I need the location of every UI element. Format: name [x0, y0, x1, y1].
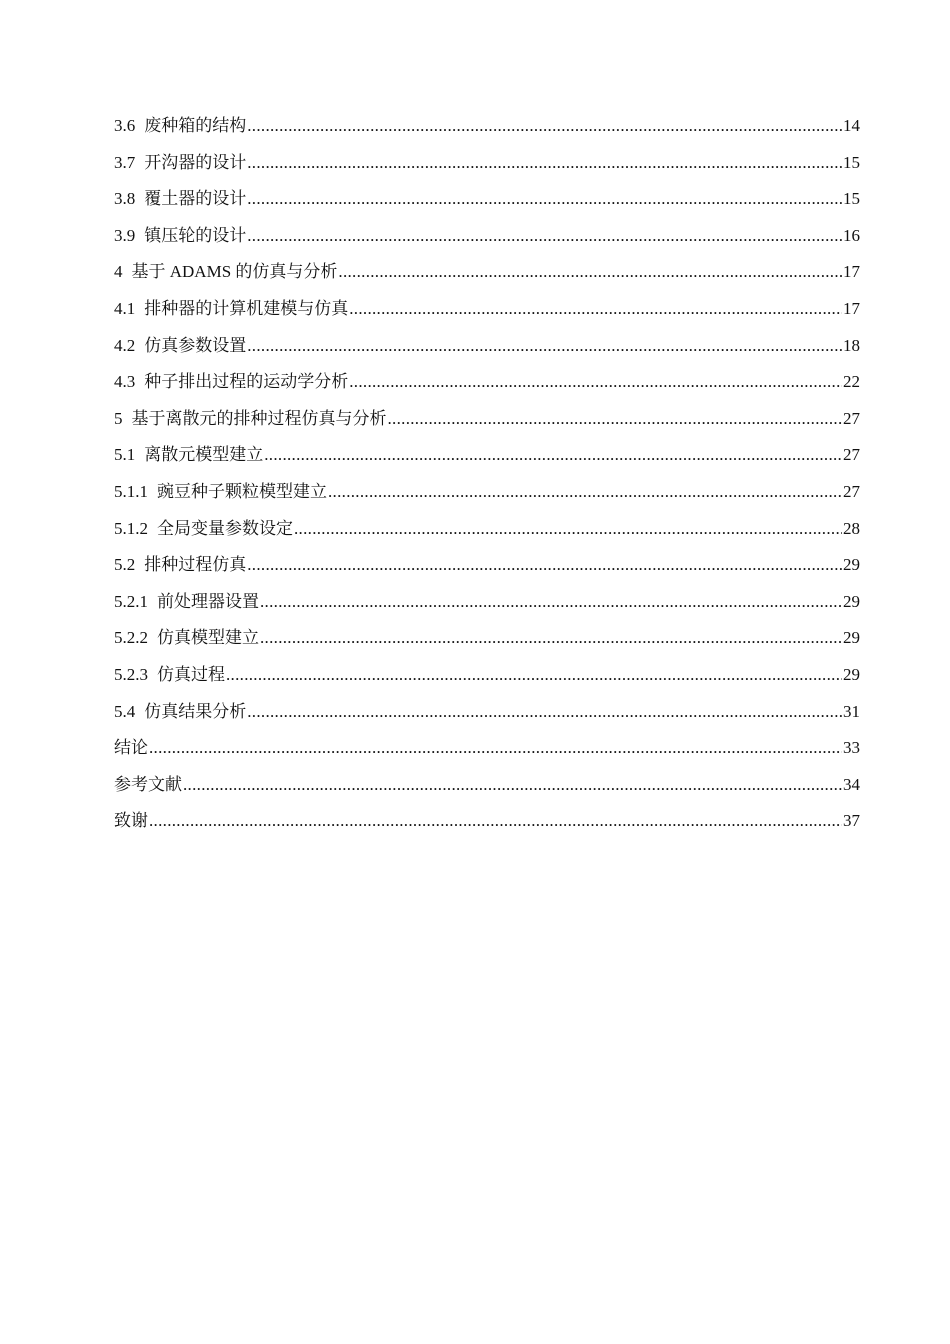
toc-entry-page-number: 28 [843, 518, 860, 538]
toc-entry-page-number: 33 [843, 738, 860, 758]
toc-entry[interactable] [114, 620, 860, 657]
toc-entry[interactable] [114, 401, 860, 438]
toc-entry[interactable] [114, 145, 860, 182]
toc-entry-title: 覆土器的设计 [144, 189, 247, 209]
toc-entry[interactable] [114, 364, 860, 401]
toc-entry-title: 豌豆种子颗粒模型建立 [157, 481, 327, 501]
toc-entry-number: 5.1.1 [114, 481, 148, 501]
toc-entry-page-number: 17 [843, 298, 860, 318]
toc-entry[interactable] [114, 218, 860, 255]
toc-entry-page-number: 29 [843, 664, 860, 684]
toc-entry-page-number: 37 [843, 811, 860, 831]
toc-dot-leader [226, 657, 842, 694]
toc-entry-title: 仿真模型建立 [157, 628, 259, 648]
toc-entry-number: 5.2 [114, 555, 136, 575]
toc-dot-leader [260, 620, 842, 657]
toc-dot-leader [349, 291, 842, 328]
toc-dot-leader [294, 511, 842, 548]
toc-entry-title: 种子排出过程的运动学分析 [144, 372, 349, 392]
toc-entry-title: 结论 [114, 738, 148, 758]
toc-entry[interactable] [114, 511, 860, 548]
toc-entry-title: 致谢 [114, 811, 148, 831]
toc-entry[interactable] [114, 291, 860, 328]
toc-entry[interactable] [114, 108, 860, 145]
toc-entry[interactable] [114, 474, 860, 511]
toc-entry[interactable] [114, 657, 860, 694]
toc-entry-title: 开沟器的设计 [144, 152, 247, 172]
toc-dot-leader [247, 547, 842, 584]
toc-entry-page-number: 22 [843, 372, 860, 392]
toc-entry[interactable] [114, 437, 860, 474]
toc-dot-leader [247, 108, 842, 145]
toc-entry-title: 离散元模型建立 [144, 445, 264, 465]
toc-dot-leader [247, 181, 842, 218]
toc-entry-title: 全局变量参数设定 [157, 518, 293, 538]
toc-dot-leader [388, 401, 843, 438]
table-of-contents [114, 108, 860, 840]
toc-dot-leader [338, 254, 842, 291]
toc-entry[interactable] [114, 694, 860, 731]
toc-entry-number: 5.2.2 [114, 628, 148, 648]
toc-entry-title: 废种箱的结构 [144, 116, 247, 135]
toc-entry-number: 3.9 [114, 225, 136, 245]
toc-dot-leader [349, 364, 842, 401]
toc-entry-page-number: 29 [843, 591, 860, 611]
toc-entry-title: 仿真参数设置 [144, 335, 247, 355]
toc-entry-number: 3.6 [114, 116, 136, 135]
toc-dot-leader [260, 584, 842, 621]
toc-entry-number: 4.3 [114, 372, 136, 392]
toc-entry-page-number: 16 [843, 225, 860, 245]
toc-entry[interactable] [114, 767, 860, 804]
toc-entry-title: 排种器的计算机建模与仿真 [144, 298, 349, 318]
toc-entry[interactable] [114, 584, 860, 621]
toc-dot-leader [264, 437, 842, 474]
toc-entry-number: 4.2 [114, 335, 136, 355]
toc-entry-title: 前处理器设置 [157, 591, 259, 611]
toc-entry[interactable] [114, 730, 860, 767]
toc-dot-leader [247, 328, 842, 365]
toc-entry-number: 3.8 [114, 189, 136, 209]
toc-entry-page-number: 34 [843, 774, 860, 794]
toc-entry-page-number: 29 [843, 628, 860, 648]
toc-entry-title: 参考文献 [114, 774, 182, 794]
toc-entry-page-number: 15 [843, 152, 860, 172]
toc-entry-number: 5.1.2 [114, 518, 148, 538]
toc-entry-page-number: 27 [843, 408, 860, 428]
toc-entry[interactable] [114, 254, 860, 291]
toc-entry-page-number: 27 [843, 481, 860, 501]
toc-entry-title: 基于离散元的排种过程仿真与分析 [131, 408, 387, 428]
toc-entry-page-number: 29 [843, 555, 860, 575]
toc-entry-page-number: 27 [843, 445, 860, 465]
toc-entry-title: 仿真过程 [157, 664, 225, 684]
toc-entry-title: 排种过程仿真 [144, 555, 247, 575]
toc-dot-leader [183, 767, 842, 804]
toc-dot-leader [328, 474, 842, 511]
toc-entry-page-number: 15 [843, 189, 860, 209]
toc-entry[interactable] [114, 803, 860, 840]
toc-dot-leader [247, 218, 842, 255]
toc-entry-number: 4 [114, 262, 123, 282]
toc-entry[interactable] [114, 181, 860, 218]
toc-dot-leader [149, 803, 842, 840]
toc-entry-page-number: 17 [843, 262, 860, 282]
toc-entry-number: 4.1 [114, 298, 136, 318]
toc-entry-title: 镇压轮的设计 [144, 225, 247, 245]
toc-entry-title: 仿真结果分析 [144, 701, 247, 721]
toc-entry-number: 3.7 [114, 152, 136, 172]
toc-dot-leader [247, 694, 842, 731]
toc-entry-number: 5.2.3 [114, 664, 148, 684]
toc-entry-page-number: 31 [843, 701, 860, 721]
toc-dot-leader [247, 145, 842, 182]
toc-entry-page-number: 18 [843, 335, 860, 355]
toc-entry-number: 5.4 [114, 701, 136, 721]
toc-entry-number: 5 [114, 408, 123, 428]
toc-dot-leader [149, 730, 842, 767]
toc-entry-number: 5.2.1 [114, 591, 148, 611]
toc-entry-number: 5.1 [114, 445, 136, 465]
toc-entry[interactable] [114, 547, 860, 584]
toc-entry[interactable] [114, 328, 860, 365]
toc-entry-title: 基于 ADAMS 的仿真与分析 [131, 262, 338, 282]
toc-entry-page-number: 14 [843, 116, 860, 135]
